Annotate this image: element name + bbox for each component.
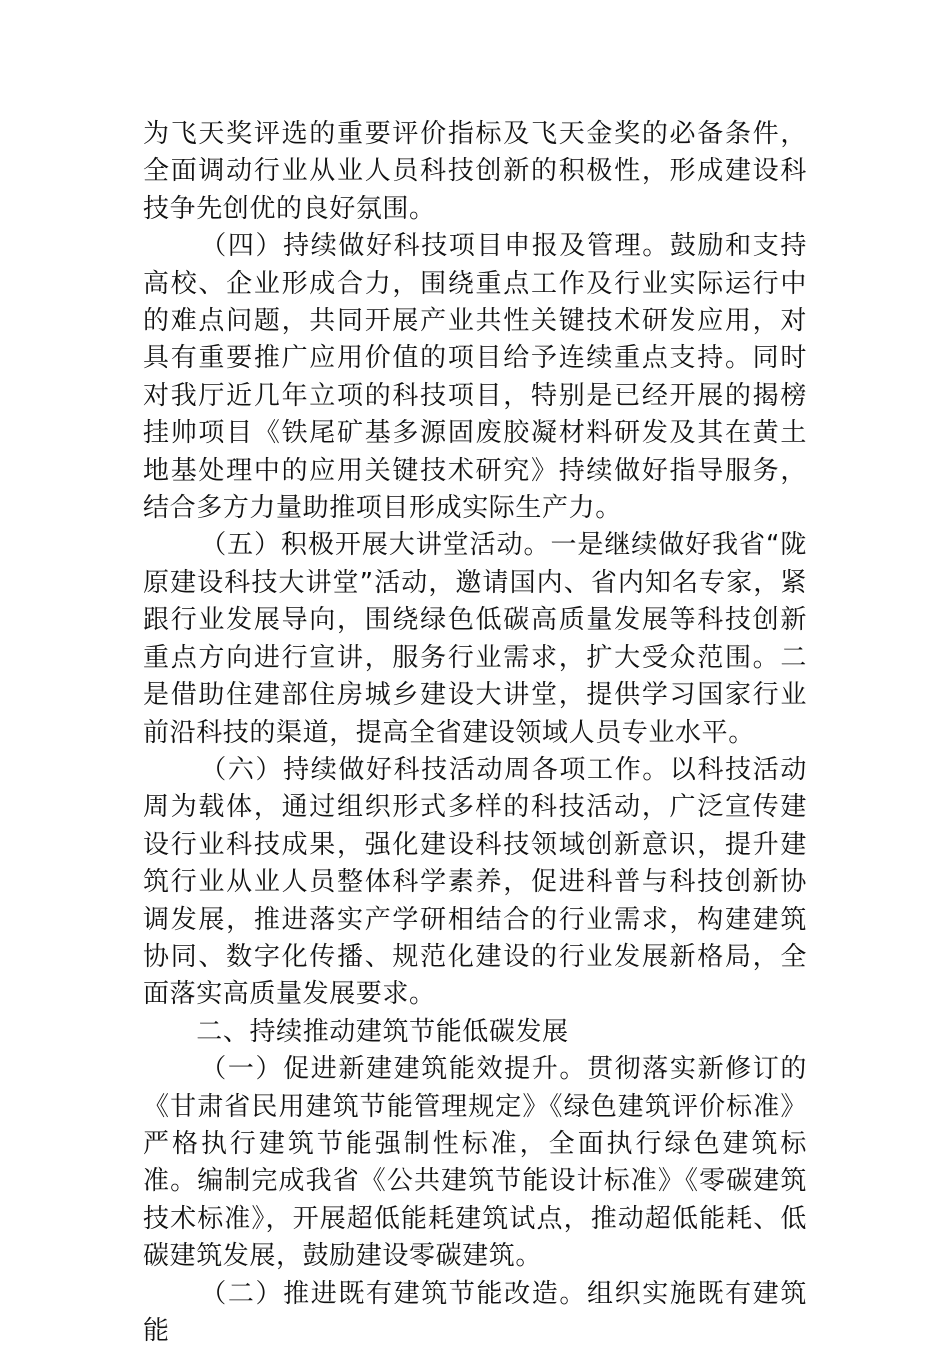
paragraph-subsection-1: （一）促进新建建筑能效提升。贯彻落实新修订的《甘肃省民用建筑节能管理规定》《绿色建筑评价标准》严格执行建筑节能强制性标准，全面执行绿色建筑标准。编制完成我省《公共建筑节能设计标准》《零碳建筑技术标准》，开展超低能耗建筑试点，推动超低能耗、低碳建筑发展，鼓励建设零碳建筑。: [143, 1054, 807, 1272]
paragraph-section-4: （四）持续做好科技项目申报及管理。鼓励和支持高校、企业形成合力，围绕重点工作及行业实际运行中的难点问题，共同开展产业共性关键技术研发应用，对具有重要推广应用价值的项目给予连续重点支持。同时对我厅近几年立项的科技项目，特别是已经开展的揭榜挂帅项目《铁尾矿基多源固废胶凝材料研发及其在黄土地基处理中的应用关键技术研究》持续做好指导服务，结合多方力量助推项目形成实际生产力。: [143, 231, 807, 524]
paragraph-continuation: 为飞天奖评选的重要评价指标及飞天金奖的必备条件，全面调动行业从业人员科技创新的积极性，形成建设科技争先创优的良好氛围。: [143, 119, 807, 224]
paragraph-section-6: （六）持续做好科技活动周各项工作。以科技活动周为载体，通过组织形式多样的科技活动，广泛宣传建设行业科技成果，强化建设科技领域创新意识，提升建筑行业从业人员整体科学素养，促进科普与科技创新协调发展，推进落实产学研相结合的行业需求，构建建筑协同、数字化传播、规范化建设的行业发展新格局，全面落实高质量发展要求。: [143, 754, 807, 1010]
section-heading-2: 二、持续推动建筑节能低碳发展: [196, 1016, 569, 1047]
paragraph-section-5: （五）积极开展大讲堂活动。一是继续做好我省“陇原建设科技大讲堂”活动，邀请国内、省内知名专家，紧跟行业发展导向，围绕绿色低碳高质量发展等科技创新重点方向进行宣讲，服务行业需求，扩大受众范围。二是借助住建部住房城乡建设大讲堂，提供学习国家行业前沿科技的渠道，提高全省建设领域人员专业水平。: [143, 530, 807, 748]
document-body: [143, 116, 807, 1350]
paragraph-subsection-2: （二）推进既有建筑节能改造。组织实施既有建筑能: [143, 1278, 807, 1346]
